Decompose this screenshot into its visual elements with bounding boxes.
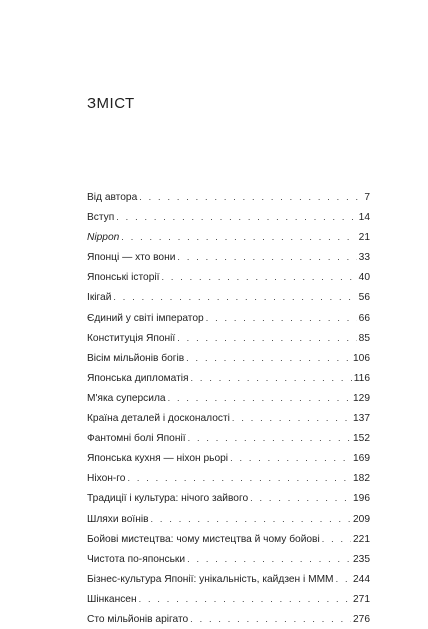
toc-entry-page-number: 221 [353, 533, 370, 545]
toc-entry-title: Сто мільйонів арігато [87, 613, 189, 625]
toc-entry-page-number: 209 [353, 513, 370, 525]
toc-entry-title: Від автора [87, 192, 138, 203]
toc-entry [87, 488, 370, 508]
toc-dot-leader [168, 388, 351, 408]
toc-entry-title: Конституція Японії [87, 332, 176, 344]
toc-entry-page-number: 7 [364, 192, 370, 203]
toc-entry-page-number: 33 [358, 252, 370, 264]
toc-entry-title: Фантомні болі Японії [87, 433, 186, 445]
toc-entry-title: Ніхон-го [87, 473, 126, 485]
toc-entry [87, 549, 370, 569]
toc-entry-title: Чистота по-японськи [87, 553, 186, 565]
toc-dot-leader [322, 529, 351, 549]
toc-dot-leader [190, 609, 351, 629]
toc-entry-title: Японська кухня — ніхон рьорі [87, 453, 229, 465]
toc-entry [87, 368, 370, 388]
toc-entry-title: Шляхи воїнів [87, 513, 149, 525]
toc-entry [87, 388, 370, 408]
toc-entry [87, 408, 370, 428]
toc-entry-page-number: 196 [353, 493, 370, 505]
toc-entry-page-number: 85 [358, 332, 370, 344]
toc-entry-title: М'яка суперсила [87, 392, 166, 404]
toc-entry-page-number: 244 [353, 573, 370, 585]
toc-entry-title: Вісім мільйонів богів [87, 352, 185, 364]
toc-entry [87, 448, 370, 468]
toc-dot-leader [116, 207, 356, 227]
toc-dot-leader [186, 348, 351, 368]
toc-dot-leader [127, 468, 351, 488]
toc-entry-title: Шінкансен [87, 593, 137, 605]
toc-entry-page-number: 137 [353, 413, 370, 425]
toc-entry-page-number: 152 [353, 433, 370, 445]
toc-dot-leader [139, 187, 362, 207]
toc-entry-title: Традиції і культура: нічого зайвого [87, 493, 249, 505]
toc-dot-leader [187, 549, 351, 569]
toc-entry [87, 569, 370, 589]
toc-entry [87, 468, 370, 488]
toc-entry [87, 529, 370, 549]
toc-entry [87, 589, 370, 609]
toc-entry-title: Бойові мистецтва: чому мистецтва й чому бойові [87, 533, 320, 545]
toc-entry-page-number: 271 [353, 593, 370, 605]
toc-entry-title: Японські історії [87, 272, 160, 284]
toc-entry-title: Бізнес-культура Японії: унікальність, кайдзен і МММ [87, 573, 334, 585]
toc-entry-title: Японці — хто вони [87, 252, 176, 264]
toc-entry-page-number: 56 [358, 292, 370, 304]
toc-entry-page-number: 40 [358, 272, 370, 284]
toc-dot-leader [151, 509, 351, 529]
toc-entry [87, 227, 370, 247]
toc-entry [87, 287, 370, 307]
toc-entry-page-number: 66 [358, 312, 370, 324]
toc-entry-page-number: 276 [353, 613, 370, 625]
toc-entry [87, 428, 370, 448]
toc-entry [87, 328, 370, 348]
toc-dot-leader [161, 267, 356, 287]
table-of-contents [87, 187, 370, 629]
toc-dot-leader [232, 408, 351, 428]
toc-entry-page-number: 235 [353, 553, 370, 565]
toc-dot-leader [191, 368, 352, 388]
toc-dot-leader [113, 287, 356, 307]
toc-entry-title: Японська дипломатія [87, 372, 189, 384]
toc-entry-title: Ікігай [87, 292, 112, 304]
toc-entry-title: Країна деталей і досконалості [87, 413, 230, 425]
toc-entry [87, 609, 370, 629]
toc-entry [87, 247, 370, 267]
toc-dot-leader [206, 308, 357, 328]
toc-dot-leader [177, 328, 356, 348]
toc-entry [87, 267, 370, 287]
toc-dot-leader [250, 488, 351, 508]
page-title: ЗМІСТ [87, 95, 135, 112]
toc-entry [87, 348, 370, 368]
toc-dot-leader [121, 227, 356, 247]
toc-entry-page-number: 106 [353, 352, 370, 364]
toc-entry-title: Вступ [87, 212, 115, 224]
toc-entry-title: Nippon [87, 232, 120, 244]
toc-entry-page-number: 182 [353, 473, 370, 485]
toc-entry-page-number: 169 [353, 453, 370, 465]
toc-entry [87, 207, 370, 227]
toc-entry [87, 187, 370, 207]
toc-entry-page-number: 14 [358, 212, 370, 224]
toc-entry-page-number: 21 [358, 232, 370, 244]
toc-entry [87, 509, 370, 529]
toc-dot-leader [139, 589, 351, 609]
toc-dot-leader [230, 448, 351, 468]
toc-dot-leader [177, 247, 356, 267]
toc-entry-page-number: 129 [353, 392, 370, 404]
toc-entry-page-number: 116 [353, 372, 370, 384]
toc-entry-title: Єдиний у світі імператор [87, 312, 204, 324]
toc-dot-leader [336, 569, 351, 589]
toc-dot-leader [188, 428, 351, 448]
toc-entry [87, 308, 370, 328]
